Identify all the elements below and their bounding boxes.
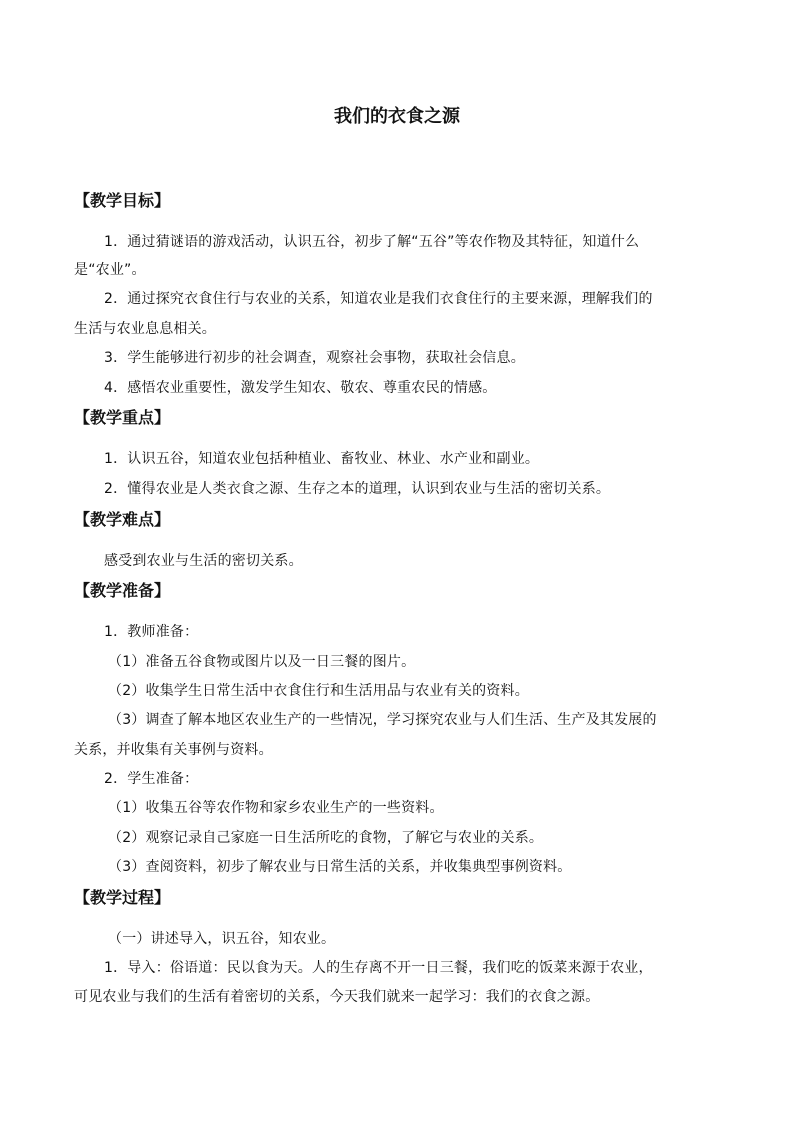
document-title: 我们的衣食之源 [334,106,460,127]
section-heading-objectives: 【教学目标】 [74,191,171,210]
preparation-line: （3）查阅资料，初步了解农业与日常生活的关系，并收集典型事例资料。 [108,859,572,875]
preparation-line: 1．教师准备： [104,624,199,640]
key-points-line: 1．认识五谷，知道农业包括种植业、畜牧业、林业、水产业和副业。 [104,451,540,467]
preparation-line: （3）调查了解本地区农业生产的一些情况，学习探究农业与人们生活、生产及其发展的 [108,712,657,728]
objectives-line: 生活与农业息息相关。 [74,321,216,337]
process-line: 可见农业与我们的生活有着密切的关系，今天我们就来一起学习：我们的衣食之源。 [74,989,600,1005]
key-points-line: 2．懂得农业是人类衣食之源、生存之本的道理，认识到农业与生活的密切关系。 [104,481,611,497]
section-heading-key-points: 【教学重点】 [74,408,171,427]
preparation-line: 关系，并收集有关事例与资料。 [74,742,273,758]
preparation-line: （1）准备五谷食物或图片以及一日三餐的图片。 [108,654,416,670]
objectives-line: 1．通过猜谜语的游戏活动，认识五谷，初步了解“五谷”等农作物及其特征，知道什么 [104,234,640,250]
objectives-line: 是“农业”。 [74,262,146,278]
preparation-line: 2．学生准备： [104,771,199,787]
preparation-line: （1）收集五谷等农作物和家乡农业生产的一些资料。 [108,800,444,816]
preparation-line: （2）收集学生日常生活中衣食住行和生活用品与农业有关的资料。 [108,683,529,699]
process-line: 1．导入：俗语道：民以食为天。人的生存离不开一日三餐，我们吃的饭菜来源于农业， [104,960,653,976]
objectives-line: 2．通过探究衣食住行与农业的关系，知道农业是我们衣食住行的主要来源，理解我们的 [104,291,653,307]
process-line: （一）讲述导入，识五谷，知农业。 [108,931,336,947]
section-heading-process: 【教学过程】 [74,888,171,907]
preparation-line: （2）观察记录自己家庭一日生活所吃的食物，了解它与农业的关系。 [108,830,544,846]
section-heading-difficulties: 【教学难点】 [74,510,171,529]
objectives-line: 3．学生能够进行初步的社会调查，观察社会事物，获取社会信息。 [104,350,525,366]
section-heading-preparation: 【教学准备】 [74,581,171,600]
objectives-line: 4．感悟农业重要性，激发学生知农、敬农、尊重农民的情感。 [104,380,497,396]
difficulties-line: 感受到农业与生活的密切关系。 [104,553,303,569]
